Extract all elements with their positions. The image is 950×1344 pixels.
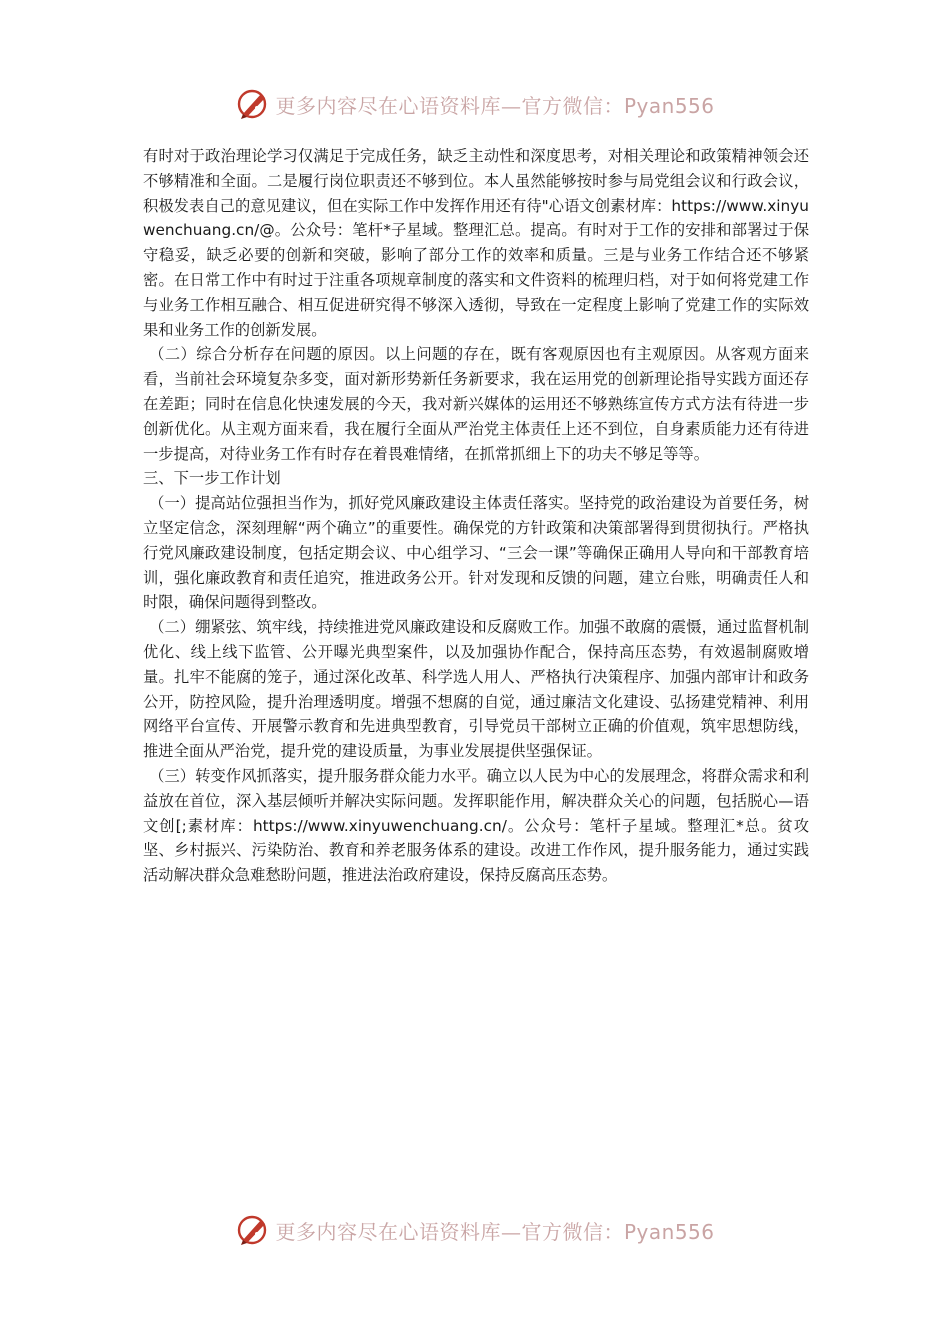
document-body — [143, 144, 809, 888]
wechat-id: Pyan556 — [623, 1219, 715, 1244]
paragraph-5: （三）转变作风抓落实，提升服务群众能力水平。确立以人民为中心的发展理念，将群众需求和利益放在首位，深入基层倾听并解决实际问题。发挥职能作用，解决群众关心的问题，包括脱心—语文创[;素材库：https://www.xinyuwenchuang.cn/。公众号：笔杆子星域。整理汇*总。贫攻坚、乡村振兴、污染防治、教育和养老服务体系的建设。改进工作作风，提升服务能力，通过实践活动解决群众急难愁盼问题，推进法治政府建设，保持反腐高压态势。 — [143, 766, 809, 885]
wechat-id: Pyan556 — [623, 93, 715, 118]
banner-text: 更多内容尽在心语资料库—官方微信： — [275, 1219, 624, 1244]
banner-text: 更多内容尽在心语资料库—官方微信： — [275, 93, 624, 118]
paragraph-1: 有时对于政治理论学习仅满足于完成任务，缺乏主动性和深度思考，对相关理论和政策精神领会还不够精准和全面。二是履行岗位职责还不够到位。本人虽然能够按时参与局党组会议和行政会议，积极发表自己的意见建议，但在实际工作中发挥作用还有待"心语文创素材库：https://www.xinyuwenchuang.cn/@。公众号：笔杆*子星域。整理汇总。提高。有时对于工作的安排和部署过于保守稳妥，缺乏必要的创新和突破，影响了部分工作的效率和质量。三是与业务工作结合还不够紧密。在日常工作中有时过于注重各项规章制度的落实和文件资料的梳理归档，对于如何将党建工作与业务工作相互融合、相互促进研究得不够深入透彻，导致在一定程度上影响了党建工作的实际效果和业务工作的创新发展。 — [143, 147, 809, 339]
pen-logo-icon — [235, 1212, 271, 1248]
paragraph-4: （二）绷紧弦、筑牢线，持续推进党风廉政建设和反腐败工作。加强不敢腐的震慑，通过监督机制优化、线上线下监管、公开曝光典型案件，以及加强协作配合，保持高压态势，有效遏制腐败增量。扎牢不能腐的笼子，通过深化改革、科学选人用人、严格执行决策程序、加强内部审计和政务公开，防控风险，提升治理透明度。增强不想腐的自觉，通过廉洁文化建设、弘扬建党精神、利用网络平台宣传、开展警示教育和先进典型教育，引导党员干部树立正确的价值观，筑牢思想防线，推进全面从严治党，提升党的建设质量，为事业发展提供坚强保证。 — [143, 618, 809, 761]
footer-watermark-banner — [0, 1210, 950, 1250]
section-heading-next-plan: 三、下一步工作计划 — [143, 469, 281, 488]
pen-logo-icon — [235, 86, 271, 122]
header-watermark-banner — [0, 84, 950, 124]
paragraph-2: （二）综合分析存在问题的原因。以上问题的存在，既有客观原因也有主观原因。从客观方面来看，当前社会环境复杂多变，面对新形势新任务新要求，我在运用党的创新理论指导实践方面还存在差距；同时在信息化快速发展的今天，我对新兴媒体的运用还不够熟练宣传方式方法有待进一步创新优化。从主观方面来看，我在履行全面从严治党主体责任上还不到位，自身素质能力还有待进一步提高，对待业务工作有时存在着畏难情绪，在抓常抓细上下的功夫不够足等等。 — [143, 345, 809, 463]
paragraph-3: （一）提高站位强担当作为，抓好党风廉政建设主体责任落实。坚持党的政治建设为首要任务，树立坚定信念，深刻理解“两个确立”的重要性。确保党的方针政策和决策部署得到贯彻执行。严格执行党风廉政建设制度，包括定期会议、中心组学习、“三会一课”等确保正确用人导向和干部教育培训，强化廉政教育和责任追究，推进政务公开。针对发现和反馈的问题，建立台账，明确责任人和时限，确保问题得到整改。 — [143, 494, 809, 612]
